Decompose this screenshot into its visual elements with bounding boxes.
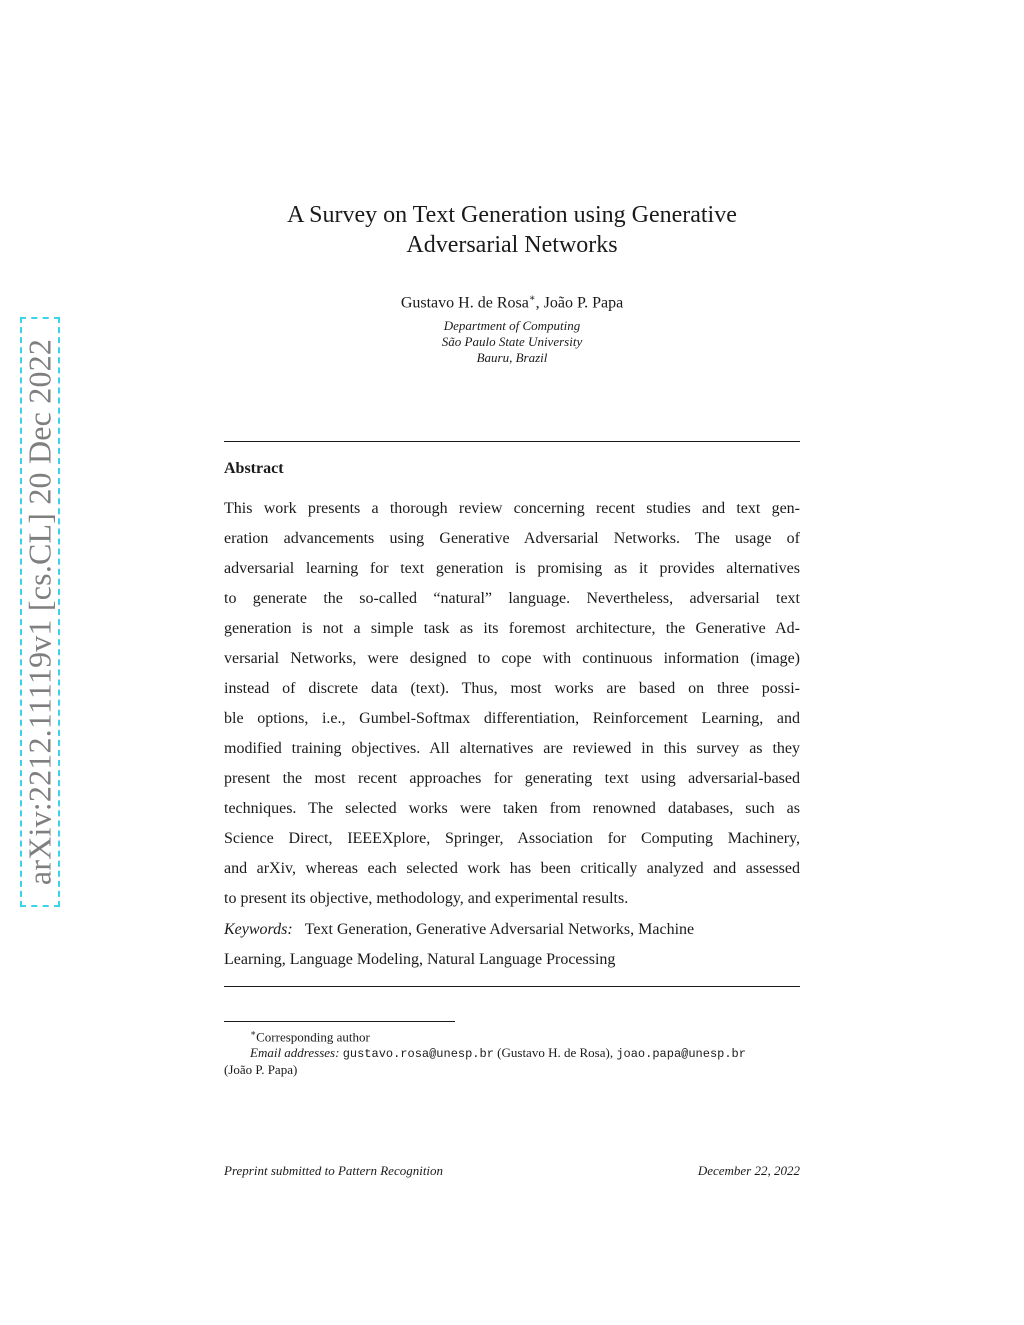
paper-title-line-1: A Survey on Text Generation using Generative bbox=[287, 202, 737, 228]
abstract-body bbox=[224, 497, 800, 917]
email-owner-2: (João P. Papa) bbox=[224, 1062, 298, 1078]
affiliation-location: Bauru, Brazil bbox=[476, 350, 548, 365]
corresponding-author-marker: ∗ bbox=[528, 293, 536, 304]
abstract-line: techniques. The selected works were taken from renowned databases, such as bbox=[224, 800, 800, 817]
paper-title bbox=[224, 200, 800, 260]
keywords-line-2: Learning, Language Modeling, Natural Language Processing bbox=[224, 951, 616, 968]
email-link-1[interactable]: gustavo.rosa@unesp.br bbox=[342, 1047, 494, 1062]
keywords-label: Keywords: bbox=[224, 921, 293, 938]
affiliation-university: São Paulo State University bbox=[441, 334, 583, 349]
footnote-marker: ∗ bbox=[250, 1028, 257, 1038]
abstract-line: generation is not a simple task as its foremost architecture, the Generative Ad- bbox=[224, 620, 800, 637]
author-list bbox=[224, 289, 800, 313]
footnotes bbox=[224, 1025, 800, 1078]
paper-title-line-2: Adversarial Networks bbox=[406, 232, 618, 258]
abstract-line: Science Direct, IEEEXplore, Springer, Association for Computing Machinery, bbox=[224, 830, 800, 847]
arxiv-identifier: arXiv:2212.11119v1 [cs.CL] 20 Dec 2022 bbox=[21, 338, 58, 886]
author-name-2: , João P. Papa bbox=[535, 294, 624, 312]
abstract-line: instead of discrete data (text). Thus, most works are based on three possi- bbox=[224, 680, 800, 697]
corresponding-author-text: Corresponding author bbox=[256, 1029, 370, 1045]
author-name-1: Gustavo H. de Rosa bbox=[400, 294, 529, 312]
abstract-line: to generate the so-called “natural” language. Nevertheless, adversarial text bbox=[224, 590, 800, 607]
abstract-line: versarial Networks, were designed to cope with continuous information (image) bbox=[224, 650, 800, 667]
keywords bbox=[224, 917, 800, 977]
preprint-date: December 22, 2022 bbox=[697, 1163, 800, 1178]
abstract-line: to present its objective, methodology, and experimental results. bbox=[224, 890, 629, 907]
abstract-line: present the most recent approaches for generating text using adversarial-based bbox=[224, 770, 800, 787]
abstract-line: adversarial learning for text generation is promising as it provides alternatives bbox=[224, 560, 800, 577]
abstract-line: eration advancements using Generative Adversarial Networks. The usage of bbox=[224, 530, 800, 547]
abstract-heading: Abstract bbox=[224, 460, 284, 477]
email-link-2[interactable]: joao.papa@unesp.br bbox=[616, 1047, 746, 1062]
footnote-rule bbox=[224, 1021, 455, 1022]
keywords-text-1: Text Generation, Generative Adversarial Networks, Machine bbox=[304, 921, 695, 938]
email-addresses-label: Email addresses: bbox=[250, 1045, 340, 1061]
abstract-line: This work presents a thorough review concerning recent studies and text gen- bbox=[224, 500, 800, 517]
corresponding-author-note bbox=[224, 1025, 800, 1045]
abstract-line: and arXiv, whereas each selected work has been critically analyzed and assessed bbox=[224, 860, 800, 877]
email-owner-1: (Gustavo H. de Rosa), bbox=[497, 1045, 614, 1061]
affiliation bbox=[224, 318, 800, 366]
keywords-line-1 bbox=[224, 917, 800, 947]
email-addresses-note bbox=[224, 1045, 800, 1062]
abstract-top-rule bbox=[224, 441, 800, 442]
abstract-line: ble options, i.e., Gumbel-Softmax differentiation, Reinforcement Learning, and bbox=[224, 710, 800, 727]
preprint-note: Preprint submitted to Pattern Recognition bbox=[224, 1163, 444, 1178]
abstract-bottom-rule bbox=[224, 986, 800, 987]
affiliation-department: Department of Computing bbox=[443, 318, 581, 333]
arxiv-stamp bbox=[20, 317, 60, 907]
abstract-line: modified training objectives. All alternatives are reviewed in this survey as they bbox=[224, 740, 800, 757]
